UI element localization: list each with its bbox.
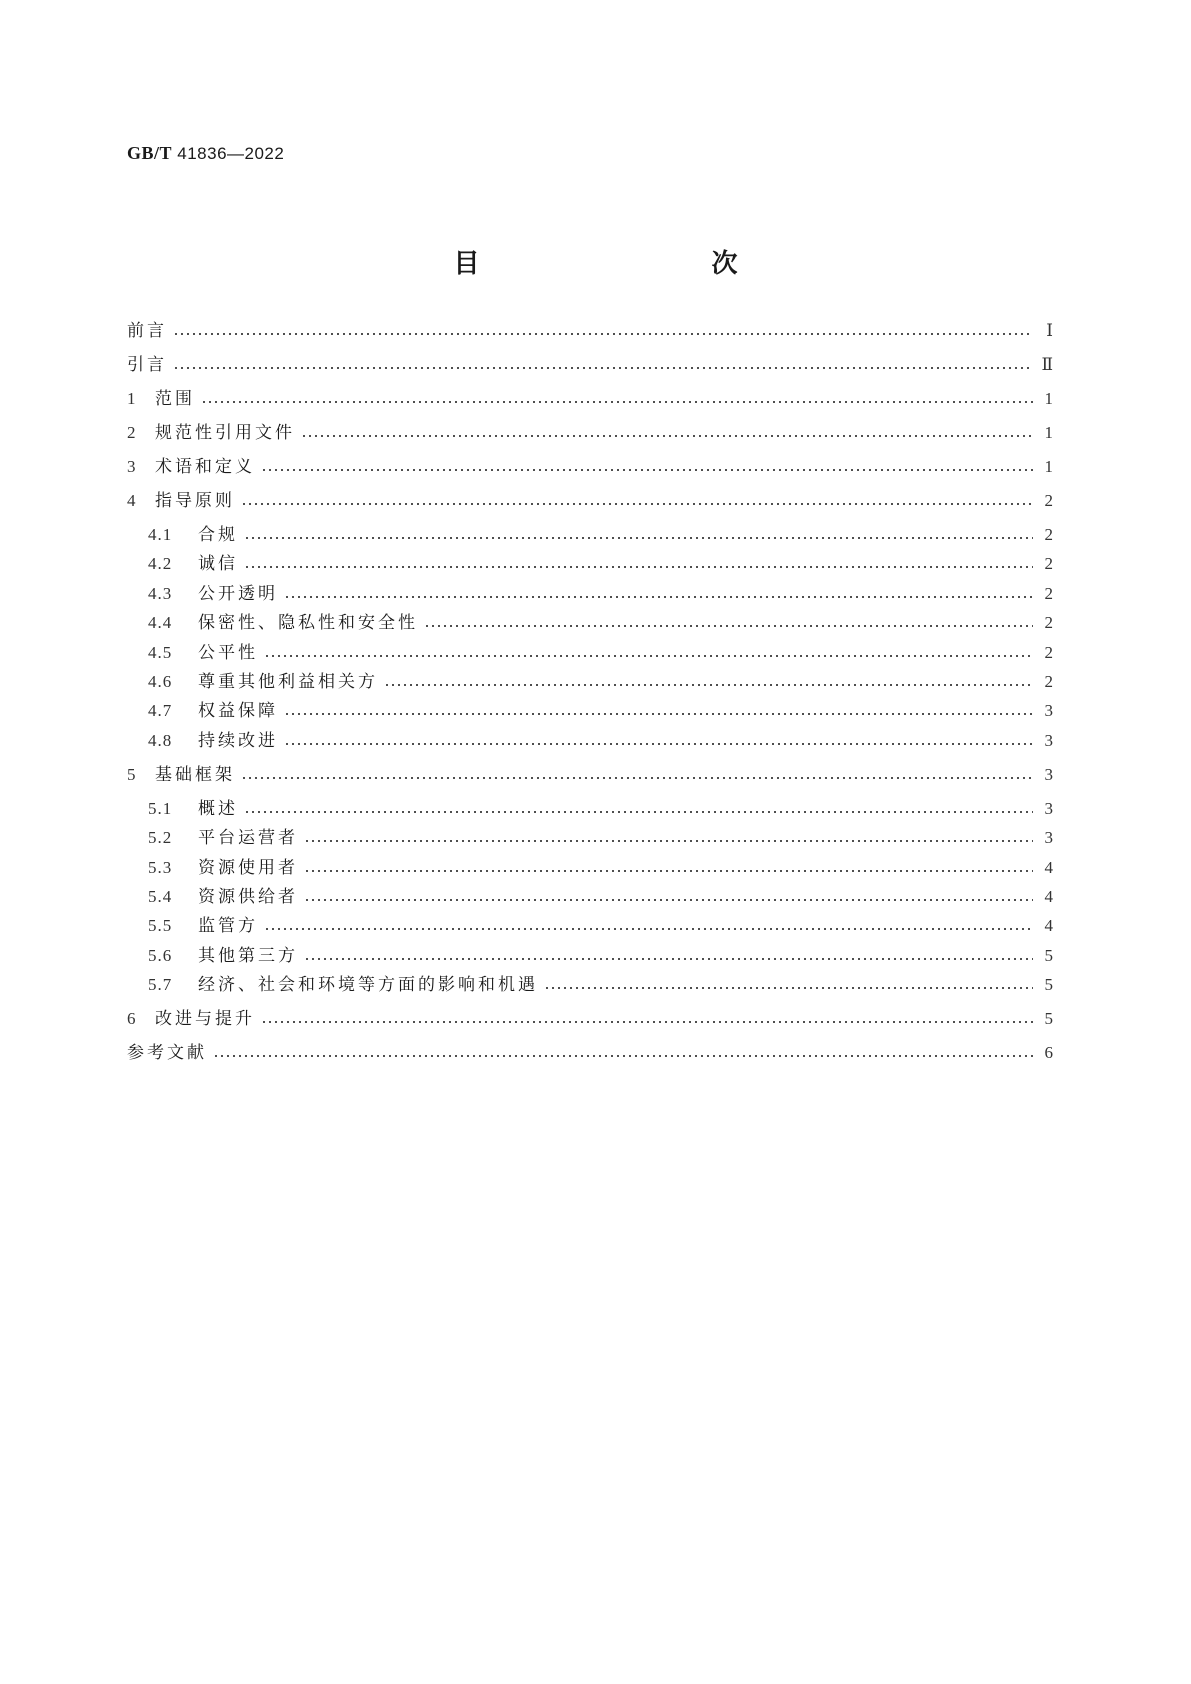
- toc-entry-title: 保密性、隐私性和安全性: [198, 613, 418, 633]
- toc-entry-number: 4.6: [148, 672, 173, 691]
- toc-entry-title: 范围: [155, 389, 195, 409]
- toc-dot-leader: [244, 809, 1033, 815]
- toc-dot-leader: [264, 926, 1033, 932]
- toc-entry-title: 资源使用者: [198, 858, 298, 878]
- toc-entry-page: 4: [1044, 858, 1053, 877]
- toc-entry-page: Ⅱ: [1041, 355, 1053, 374]
- toc-entry[interactable]: [148, 698, 1053, 722]
- toc-entry-number: 5.7: [148, 975, 173, 994]
- toc-entry[interactable]: [148, 913, 1053, 937]
- toc-entry[interactable]: [127, 1040, 1053, 1064]
- toc-dot-leader: [384, 682, 1033, 688]
- toc-dot-leader: [241, 775, 1033, 781]
- toc-dot-leader: [544, 985, 1033, 991]
- toc-entry[interactable]: [127, 420, 1053, 444]
- toc-entry[interactable]: [148, 825, 1053, 849]
- toc-entry-number: 4.4: [148, 613, 173, 632]
- toc-entry-page: 3: [1044, 799, 1053, 818]
- toc-dot-leader: [244, 535, 1033, 541]
- toc-dot-leader: [261, 1019, 1033, 1025]
- toc-entry-title: 引言: [127, 355, 167, 375]
- toc-entry-title: 术语和定义: [155, 457, 255, 477]
- toc-entry-page: 2: [1044, 525, 1053, 544]
- toc-entry-title: 参考文献: [127, 1043, 207, 1063]
- toc-entry-page: 5: [1044, 975, 1053, 994]
- toc-dot-leader: [201, 399, 1033, 405]
- toc-entry-page: 2: [1044, 491, 1053, 510]
- toc-entry[interactable]: [148, 884, 1053, 908]
- toc-entry-number: 5.1: [148, 799, 173, 818]
- toc-entry-page: 2: [1044, 554, 1053, 573]
- toc-dot-leader: [241, 501, 1033, 507]
- toc-entry[interactable]: [148, 522, 1053, 546]
- toc-entry-page: 1: [1044, 423, 1053, 442]
- toc-dot-leader: [304, 897, 1033, 903]
- toc-entry-number: 4.2: [148, 554, 173, 573]
- toc-dot-leader: [284, 594, 1033, 600]
- toc-entry-title: 公平性: [198, 643, 258, 663]
- toc-entry[interactable]: [148, 669, 1053, 693]
- toc-entry-number: 5.6: [148, 946, 173, 965]
- toc-entry[interactable]: [148, 728, 1053, 752]
- toc-entry-number: 1: [127, 389, 137, 408]
- toc-entry-title: 前言: [127, 321, 167, 341]
- toc-entry-number: 4.5: [148, 643, 173, 662]
- toc-entry-title: 权益保障: [198, 701, 278, 721]
- toc-entry[interactable]: [127, 488, 1053, 512]
- toc-entry-page: 4: [1044, 887, 1053, 906]
- toc-entry-page: 3: [1044, 828, 1053, 847]
- toc-entry[interactable]: [127, 352, 1053, 376]
- toc-dot-leader: [304, 838, 1033, 844]
- toc-entry[interactable]: [148, 972, 1053, 996]
- toc-dot-leader: [284, 711, 1033, 717]
- toc-title: 目 次: [453, 249, 798, 279]
- toc-entry-page: 5: [1044, 946, 1053, 965]
- toc-entry-number: 5: [127, 765, 137, 784]
- toc-entry-title: 公开透明: [198, 584, 278, 604]
- toc-entry-title: 持续改进: [198, 731, 278, 751]
- toc-entry-page: 2: [1044, 584, 1053, 603]
- toc-entry-number: 4.1: [148, 525, 173, 544]
- toc-entry-number: 3: [127, 457, 137, 476]
- toc-dot-leader: [244, 564, 1033, 570]
- toc-entry-number: 5.2: [148, 828, 173, 847]
- toc-dot-leader: [284, 741, 1033, 747]
- toc-entry-number: 4.8: [148, 731, 173, 750]
- toc-dot-leader: [173, 331, 1033, 337]
- toc-entry-page: 3: [1044, 765, 1053, 784]
- toc-entry-number: 4.7: [148, 701, 173, 720]
- toc-entry[interactable]: [127, 386, 1053, 410]
- toc-entry[interactable]: [148, 855, 1053, 879]
- standard-prefix: GB/T: [127, 143, 173, 163]
- toc-entry-title: 诚信: [198, 554, 238, 574]
- toc-entry-title: 规范性引用文件: [155, 423, 295, 443]
- toc-entry-title: 指导原则: [155, 491, 235, 511]
- toc-dot-leader: [173, 365, 1033, 371]
- toc-entry[interactable]: [127, 762, 1053, 786]
- toc-entry-page: 2: [1044, 672, 1053, 691]
- toc-entry-title: 其他第三方: [198, 946, 298, 966]
- toc-entry-number: 2: [127, 423, 137, 442]
- toc-entry-title: 改进与提升: [155, 1009, 255, 1029]
- toc-entry[interactable]: [148, 551, 1053, 575]
- toc-entry-title: 经济、社会和环境等方面的影响和机遇: [198, 975, 538, 995]
- toc-dot-leader: [301, 433, 1033, 439]
- toc-entry-title: 资源供给者: [198, 887, 298, 907]
- toc-entry-title: 基础框架: [155, 765, 235, 785]
- toc-entry-number: 4.3: [148, 584, 173, 603]
- toc-entry[interactable]: [127, 454, 1053, 478]
- standard-number: 41836—2022: [177, 144, 285, 163]
- toc-entry-title: 监管方: [198, 916, 258, 936]
- toc-entry[interactable]: [148, 796, 1053, 820]
- toc-entry-page: 6: [1044, 1043, 1053, 1062]
- toc-entry-number: 5.5: [148, 916, 173, 935]
- toc-entry-page: 5: [1044, 1009, 1053, 1028]
- toc-entry-title: 合规: [198, 525, 238, 545]
- toc-entry-page: 1: [1044, 389, 1053, 408]
- toc-entry-page: 1: [1044, 457, 1053, 476]
- toc-dot-leader: [304, 868, 1033, 874]
- toc-entry[interactable]: [148, 581, 1053, 605]
- toc-entry-title: 平台运营者: [198, 828, 298, 848]
- toc-dot-leader: [213, 1053, 1033, 1059]
- toc-dot-leader: [264, 653, 1033, 659]
- toc-entry-page: 4: [1044, 916, 1053, 935]
- toc-entry-page: 2: [1044, 613, 1053, 632]
- toc-entry[interactable]: [148, 640, 1053, 664]
- toc-entry-page: 3: [1044, 701, 1053, 720]
- toc-entry-page: 3: [1044, 731, 1053, 750]
- toc-entry-number: 4: [127, 491, 137, 510]
- toc-dot-leader: [304, 956, 1033, 962]
- toc-dot-leader: [261, 467, 1033, 473]
- toc-entry-number: 5.3: [148, 858, 173, 877]
- toc-entry-title: 尊重其他利益相关方: [198, 672, 378, 692]
- toc-entry-page: 2: [1044, 643, 1053, 662]
- toc-dot-leader: [424, 623, 1033, 629]
- toc-entry-title: 概述: [198, 799, 238, 819]
- toc-entry[interactable]: [148, 943, 1053, 967]
- toc-entry[interactable]: [127, 318, 1053, 342]
- toc-entry[interactable]: [127, 1006, 1053, 1030]
- toc-entry-page: Ⅰ: [1046, 321, 1053, 340]
- toc-entry[interactable]: [148, 610, 1053, 634]
- toc-entry-number: 5.4: [148, 887, 173, 906]
- toc-entry-number: 6: [127, 1009, 137, 1028]
